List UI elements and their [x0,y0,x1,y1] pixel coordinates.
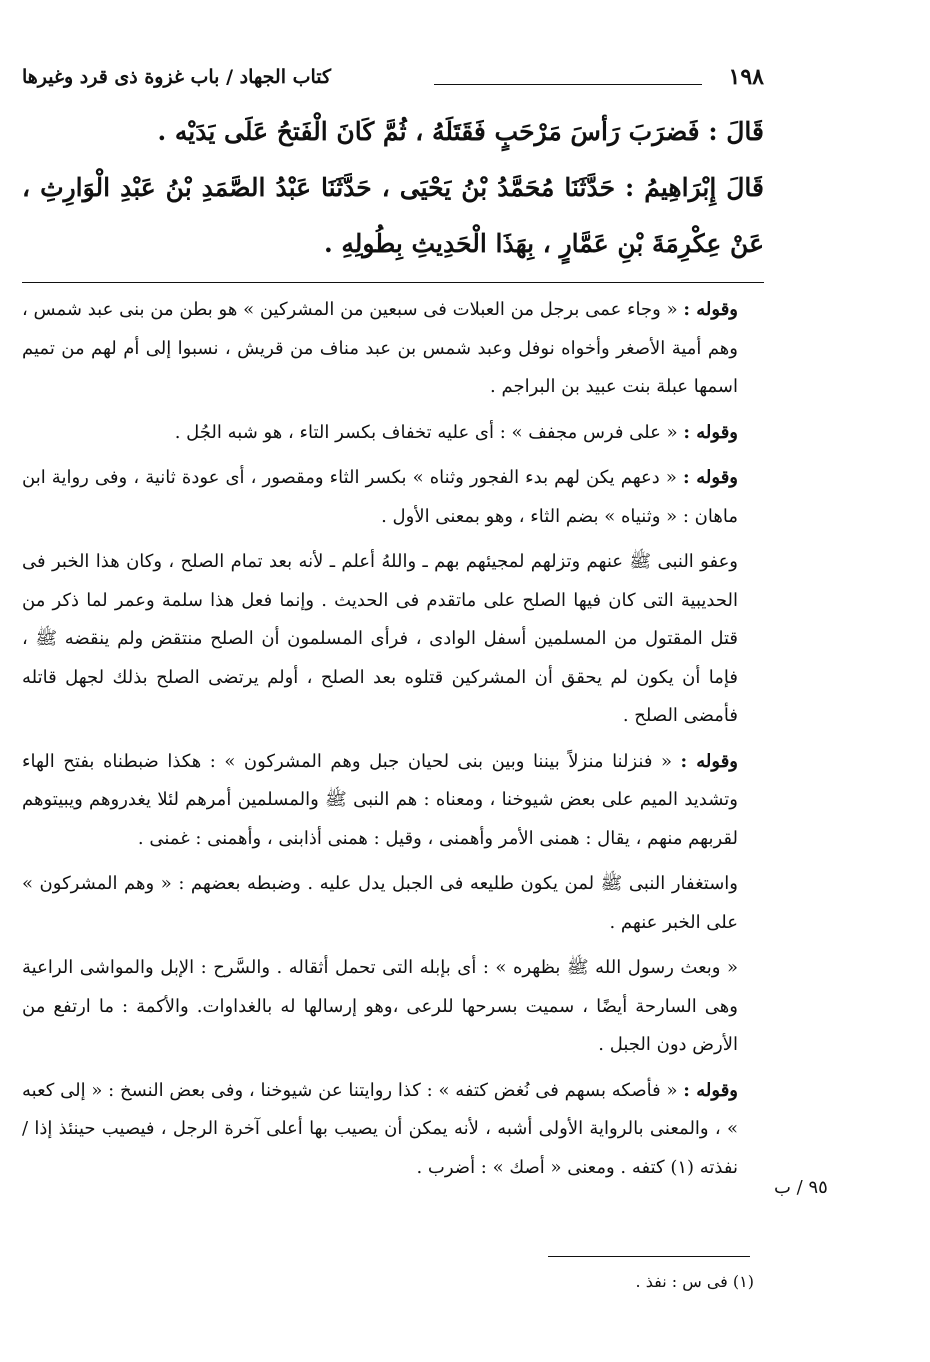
commentary-paragraph [22,1072,764,1188]
hadith-line: قَالَ : فَضرَبَ رَأسَ مَرْحَبٍ فَقَتَلَهُ ، ثُمَّ كَانَ الْفَتحُ عَلَى يَدَيْه . [157,117,764,146]
paragraph-text: « دعهم يكن لهم بدء الفجور وثناه » بكسر الثاء ومقصور ، أى عودة ثانية ، وفى رواية ابن ماهان : « وثنياه » بضم الثاء ، وهو بمعنى الأول . [22,467,738,527]
paragraph-text: « فنزلنا منزلاً بيننا وبين بنى لحيان جبل وهم المشركون » : هكذا ضبطناه بفتح الهاء وتشديد الميم على بعض شيوخنا ، ومعناه : هم النبى ﷺ والمسلمين أمرهم لئلا يغدروهم ويبيتوهم لقربهم منهم ، يقال : همنى الأمر وأهمنى ، وقيل : همنى أذابنى ، وأهمنى : غمنى . [22,750,738,849]
paragraph-text: وعفو النبى ﷺ عنهم وتزلهم لمجيئهم بهم ـ واللهُ أعلم ـ لأنه بعد تمام الصلح ، وكان هذا الخبر فى الحديبية التى كان فيها الصلح على ماتقدم فى الحديث . وإنما فعل هذا سلمة وعمر لما ذكر من قتل المقتول من المسلمين أسفل الوادى ، فرأى المسلمون أن الصلح منتقض ولم ينقضه ﷺ ، فإما أن يكون لم يحقق أن المشركين قتلوه بعد الصلح ، أولم يرتضى الصلح بذلك لجهل قاتله فأمضى الصلح . [22,551,738,726]
page-header [22,60,764,94]
paragraph-text: « وجاء عمى برجل من العبلات فى سبعين من المشركين » هو بطن من بنى عبد شمس ، وهم أمية الأصغر وأخواه نوفل وعبد شمس بن عبد مناف من قريش ، نسبوا إلى أم لهم من تميم اسمها عبلة بنت عبيد بن البراجم . [22,299,738,397]
page [22,60,764,1194]
footnote-rule [548,1256,750,1257]
hadith-text [22,104,764,272]
hadith-line: قَالَ إِبْرَاهِيمُ : حَدَّثَنَا مُحَمَّدُ بْنُ يَحْيَى ، حَدَّثَنَا عَبْدُ الصَّمَدِ بْنُ عَبْدِ الْوَارِثِ ، عَنْ عِكْرِمَةَ بْنِ عَمَّارٍ ، بِهَذَا الْحَدِيثِ بِطُولِهِ . [22,173,764,258]
commentary-paragraph [22,865,764,942]
paragraph-text: « فأصكه بسهم فى نُغض كتفه » : كذا روايتنا عن شيوخنا ، وفى بعض النسخ : « إلى كعبه » ، والمعنى بالرواية الأولى أشبه ، لأنه يمكن أن يصيب بها أعلى آخرة الرجل ، فيصيب حينئذ إذا / نفذته (١) كتفه . ومعنى « أصك » : أضرب . [22,1079,738,1178]
footnote: (١) فى س : نفذ . [635,1272,754,1291]
paragraph-lead: وقوله : [683,1079,738,1101]
page-number: ١٩٨ [728,64,764,90]
commentary-paragraph [22,414,764,453]
paragraph-text: « على فرس مجفف » : أى عليه تخفاف بكسر التاء ، هو شبه الجُل . [174,421,684,443]
commentary-paragraph [22,949,764,1065]
header-rule [434,84,702,85]
paragraph-lead: وقوله : [682,467,738,488]
commentary-paragraph [22,459,764,536]
commentary [22,291,764,1187]
paragraph-text: « وبعث رسول الله ﷺ بظهره » : أى بإبله التى تحمل أثقاله . والسَّرح : الإبل والمواشى الراعية وهى السارحة أيضًا ، سميت بسرحها للرعى ،وهو إرسالها له بالغداوات. والأكمة : ما ارتفع من الأرض دون الجبل . [22,957,738,1055]
section-divider [22,282,764,283]
manuscript-folio-note: ٩٥ / ب [774,1177,828,1198]
paragraph-lead: وقوله : [683,421,738,443]
paragraph-lead: وقوله : [683,299,738,320]
commentary-paragraph [22,743,764,859]
paragraph-text: واستغفار النبى ﷺ لمن يكون طليعه فى الجبل يدل عليه . وضبطه بعضهم : « وهم المشركون » على الخبر عنهم . [22,873,738,933]
commentary-paragraph [22,543,764,736]
paragraph-lead: وقوله : [680,750,738,772]
running-title: كتاب الجهاد / باب غزوة ذى قرد وغيرها [22,66,332,88]
commentary-paragraph [22,291,764,407]
